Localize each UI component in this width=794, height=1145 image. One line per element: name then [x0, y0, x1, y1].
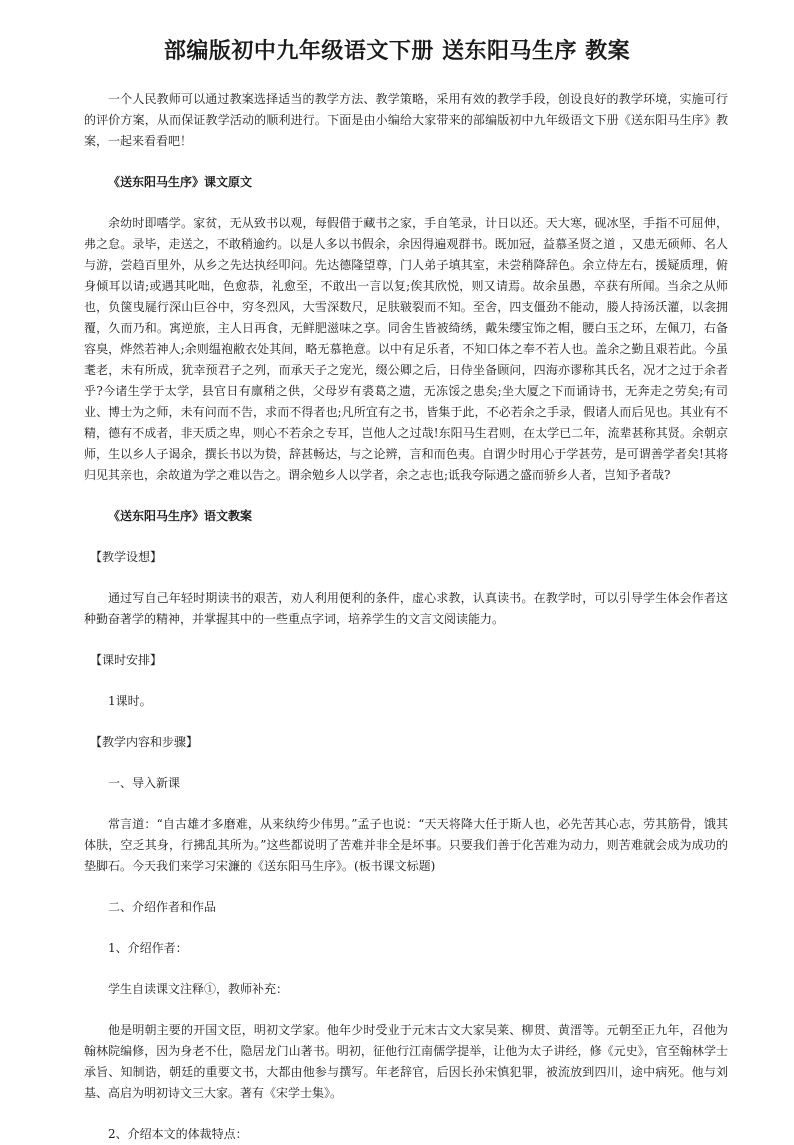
step2-sub2-title: 2、介绍本文的体裁特点： [108, 1127, 248, 1141]
intro-paragraph: 一个人民教师可以通过教案选择适当的教学方法、教学策略，采用有效的教学手段，创设良好的教学环境，实施可行的评价方案，从而保证教学活动的顺利进行。下面是由小编给大家带来的部编版初中九年级语文下册《送东阳马生序》教案，一起来看看吧！ [84, 92, 728, 148]
heading-lesson-plan: 《送东阳马生序》语文教案 [108, 509, 253, 523]
class-schedule-text: 1课时。 [108, 694, 152, 708]
step2-sub1-note: 学生自读课文注释①，教师补充： [108, 982, 289, 996]
teaching-design-paragraph: 通过写自己年轻时期读书的艰苦，劝人利用便利的条件，虚心求教，认真读书。在教学时，可以引导学生体会作者这种勤奋著学的精神，并掌握其中的一些重点字词，培养学生的文言文阅读能力。 [84, 591, 728, 626]
step1-paragraph: 常言道：“自古雄才多磨难，从来纨绔少伟男。”孟子也说：“天天将降大任于斯人也，必先苦其心志，劳其筋骨，饿其体肤，空乏其身，行拂乱其所为。”这些都说明了苦难并非全是坏事。只要我们善于化苦难为动力，则苦难就会成为成功的垫脚石。今天我们来学习宋濂的《送东阳马生序》。(板书课文标题) [84, 817, 728, 873]
label-class-schedule: 【课时安排】 [90, 653, 163, 667]
page-title: 部编版初中九年级语文下册 送东阳马生序 教案 [163, 39, 631, 64]
step2-title: 二、介绍作者和作品 [108, 900, 217, 914]
step1-title: 一、导入新课 [108, 776, 181, 790]
heading-original-text: 《送东阳马生序》课文原文 [108, 175, 253, 189]
author-paragraph: 他是明朝主要的开国文臣，明初文学家。他年少时受业于元末古文大家吴莱、柳贯、黄溍等。元朝至正九年，召他为翰林院编修，因为身老不仕，隐居龙门山著书。明初，征他行江南儒学提举，让他为太子讲经，修《元史》，官至翰林学士承旨、知制诰，朝廷的重要文书，大都由他参与撰写。年老辞官，后因长孙宋慎犯罪，被流放到四川，途中病死。他与刘基、高启为明初诗文三大家。著有《宋学士集》。 [84, 1023, 728, 1100]
step2-sub1-title: 1、介绍作者： [108, 941, 188, 955]
label-teaching-steps: 【教学内容和步骤】 [90, 735, 199, 749]
label-teaching-design: 【教学设想】 [90, 550, 163, 564]
original-text-paragraph: 余幼时即嗜学。家贫，无从致书以观，每假借于藏书之家，手自笔录，计日以还。天大寒，砚冰坚，手指不可屈伸，弗之怠。录毕，走送之，不敢稍逾约。以是人多以书假余，余因得遍观群书。既加冠，益慕圣贤之道 ，又患无硕师、名人与游，尝趋百里外，从乡之先达执经叩问。先达德隆望尊，门人弟子填其室，未尝稍降辞色。余立侍左右，援疑质理，俯身倾耳以请;或遇其叱咄，色愈恭，礼愈至，不敢出一言以复;俟其欣悦，则又请焉。故余虽愚，卒获有所闻。当余之从师也，负箧曳屣行深山巨谷中，穷冬烈风，大雪深数尺，足肤皲裂而不知。至舍，四支僵劲不能动，媵人持汤沃灌，以衾拥覆，久而乃和。寓逆旅，主人日再食，无鲜肥滋味之享。同舍生皆被绮绣，戴朱缨宝饰之帽，腰白玉之环，左佩刀，右备容臭，烨然若神人;余则缊袍敝衣处其间，略无慕艳意。以中有足乐者，不知口体之奉不若人也。盖余之勤且艰若此。今虽耄老，未有所成，犹幸预君子之列，而承天子之宠光，缀公卿之后，日侍坐备顾问，四海亦谬称其氏名，况才之过于余者乎?今诸生学于太学，县官日有廪稍之供，父母岁有裘葛之遗，无冻馁之患矣;坐大厦之下而诵诗书，无奔走之劳矣;有司业、博士为之师，未有问而不告，求而不得者也;凡所宜有之书，皆集于此，不必若余之手录，假诸人而后见也。其业有不精，德有不成者，非天质之卑，则心不若余之专耳，岂他人之过哉!东阳马生君则，在太学已二年，流辈甚称其贤。余朝京师，生以乡人子谒余，撰长书以为贽，辞甚畅达，与之论辨，言和而色夷。自谓少时用心于学甚劳，是可谓善学者矣!其将归见其亲也，余故道为学之难以告之。谓余勉乡人以学者，余之志也;诋我夸际遇之盛而骄乡人者，岂知予者哉? [84, 216, 728, 482]
